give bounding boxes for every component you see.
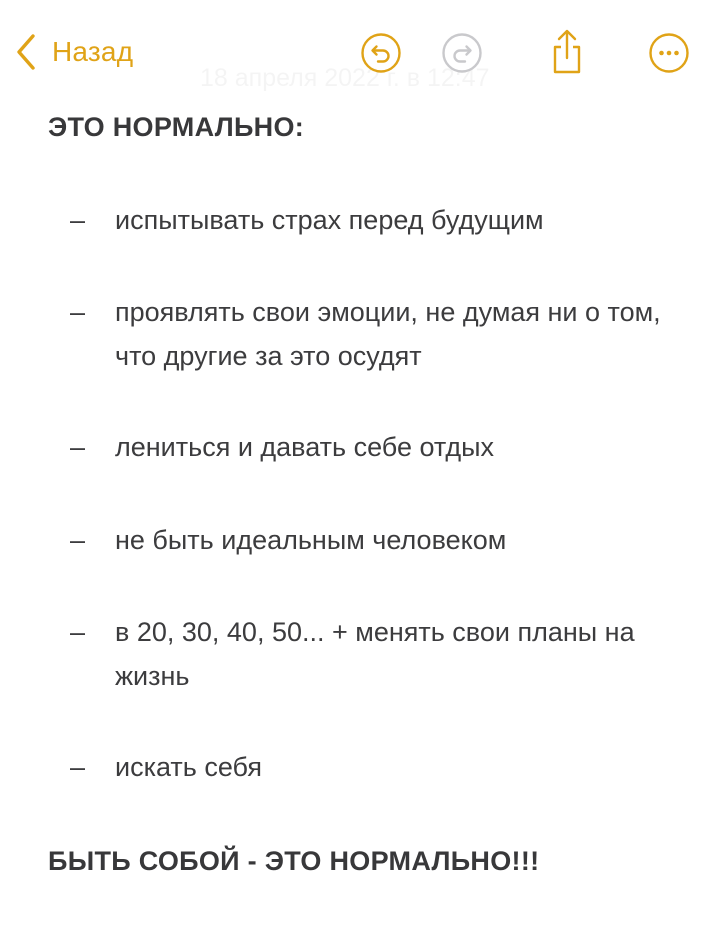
- list-item-text: не быть идеальным человеком: [115, 525, 507, 555]
- note-footer-heading: БЫТЬ СОБОЙ - ЭТО НОРМАЛЬНО!!!: [48, 846, 540, 876]
- redo-icon: [441, 32, 483, 74]
- more-icon: [648, 32, 690, 74]
- list-item-text: лениться и давать себе отдых: [115, 432, 495, 462]
- list-item-text: искать себя: [115, 752, 263, 782]
- back-button[interactable]: [14, 30, 133, 74]
- bullet-dash: –: [70, 617, 86, 647]
- redo-button[interactable]: [441, 32, 483, 74]
- list-item-text: проявлять свои эмоции, не думая ни о том, что другие за это осудят: [115, 297, 661, 371]
- bullet-dash: –: [70, 297, 86, 327]
- bullet-dash: –: [70, 432, 86, 462]
- chevron-left-icon: [14, 32, 38, 72]
- more-button[interactable]: [648, 32, 690, 74]
- bullet-dash: –: [70, 752, 86, 782]
- share-button[interactable]: [546, 28, 588, 76]
- list-item-text: в 20, 30, 40, 50... + менять свои планы на жизнь: [115, 617, 635, 691]
- bullet-dash: –: [70, 205, 86, 235]
- navigation-bar: [0, 0, 721, 100]
- back-label: Назад: [52, 36, 134, 67]
- share-icon: [546, 28, 588, 76]
- undo-button[interactable]: [360, 32, 402, 74]
- note-heading: ЭТО НОРМАЛЬНО:: [48, 112, 305, 142]
- bullet-dash: –: [70, 525, 86, 555]
- list-item-text: испытывать страх перед будущим: [115, 205, 544, 235]
- undo-icon: [360, 32, 402, 74]
